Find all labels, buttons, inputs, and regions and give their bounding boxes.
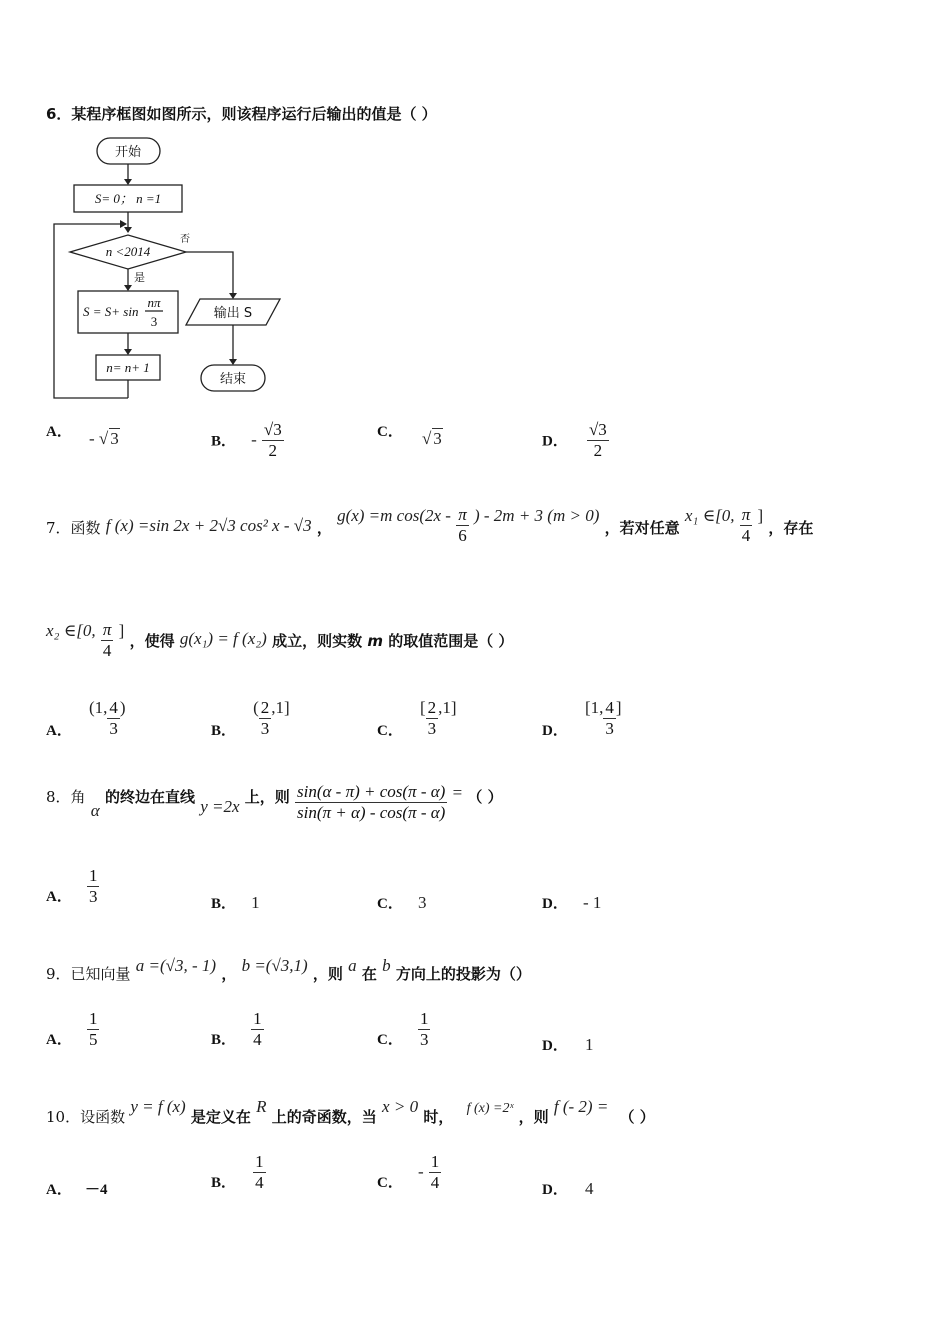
q8-option-d[interactable]: D． - 1 [542,893,602,912]
q8-option-a[interactable]: A． $\frac{1}{3}$ [46,866,98,906]
flow-no-label: 否 [180,234,190,245]
flow-init-text: S= 0； n =1 [94,191,162,206]
q6-option-c[interactable]: C． √ 3 [377,424,442,448]
q6-flowchart [50,135,290,405]
q10-stem: 10．设函数 y = f (x) 是定义在 R 上的奇函数，当 x > 0 时， f (x) =2ˣ ，则 f (- 2) = （ ） [46,1097,655,1126]
q7-option-d[interactable]: D． [1, $\frac{4}{3}$ ] [542,698,622,739]
q7-stem-line1: 7．函数 f (x) =sin 2x + 2√3 cos² x - √3 ， g(x) =m cos(2x - $\frac{\pi}{6}$ ) - 2m + 3 (m > 0) ，若对任意 x₁ ∈[0, $\frac{\pi}{4}$ ] ，存在 [46,505,814,545]
q7-option-c[interactable]: C． [ $\frac{2}{3}$ ,1] [377,698,457,739]
q6-option-d[interactable]: D． $\frac{√3}{2}$ [542,420,607,460]
q8-option-c[interactable]: C． 3 [377,893,427,912]
flow-yes-label: 是 [134,271,145,284]
q7-option-a[interactable]: A． (1, $\frac{4}{3}$ ) [46,698,126,739]
flow-inc-text: n= n+ 1 [106,360,150,375]
flow-output-text: 输出 S [213,306,253,321]
flow-cond-text: n <2014 [105,244,151,259]
q6-option-a[interactable]: A． - √ 3 [46,424,119,448]
flow-end-text: 结束 [219,372,247,387]
q7-stem-line2: x₂ ∈[0, $\frac{\pi}{4}$ ] ，使得 g(x₁) = f (x₂) 成立，则实数 m 的取值范围是（ ） [46,620,514,660]
flow-update-text: S = S+ sin [83,304,139,319]
q10-option-b[interactable]: B． $\frac{1}{4}$ [211,1152,264,1192]
q6-stem: 6．某程序框图如图所示，则该程序运行后输出的值是（ ） [46,105,437,123]
q6-option-b[interactable]: B． - $\frac{√3}{2}$ [211,420,282,460]
q10-option-c[interactable]: C． - $\frac{1}{4}$ [377,1152,440,1192]
q9-stem: 9．已知向量 a =(√3, - 1) ， b =(√3,1) ，则 a 在 b 方向上的投影为（） [46,956,531,983]
q10-option-d[interactable]: D． 4 [542,1179,594,1198]
q10-option-a[interactable]: A． －4 [46,1182,108,1198]
q8-option-b[interactable]: B． 1 [211,893,260,912]
q9-option-c[interactable]: C． $\frac{1}{3}$ [377,1009,429,1049]
q7-option-b[interactable]: B． ( $\frac{2}{3}$ ,1] [211,698,290,739]
flow-start-text: 开始 [114,145,142,160]
flow-frac-num: nπ [147,295,161,310]
q8-stem: 8．角 α 的终边在直线 y =2x 上，则 $\frac{\sin(\alpha - \pi) + \cos(\pi - \alpha)}{\sin(\pi + \alpha) - \cos(\pi - \alpha)}$ = （ ） [46,782,503,822]
q9-option-b[interactable]: B． $\frac{1}{4}$ [211,1009,262,1049]
q9-option-d[interactable]: D． 1 [542,1035,594,1054]
q9-option-a[interactable]: A． $\frac{1}{5}$ [46,1009,98,1049]
flow-frac-den: 3 [150,314,158,329]
